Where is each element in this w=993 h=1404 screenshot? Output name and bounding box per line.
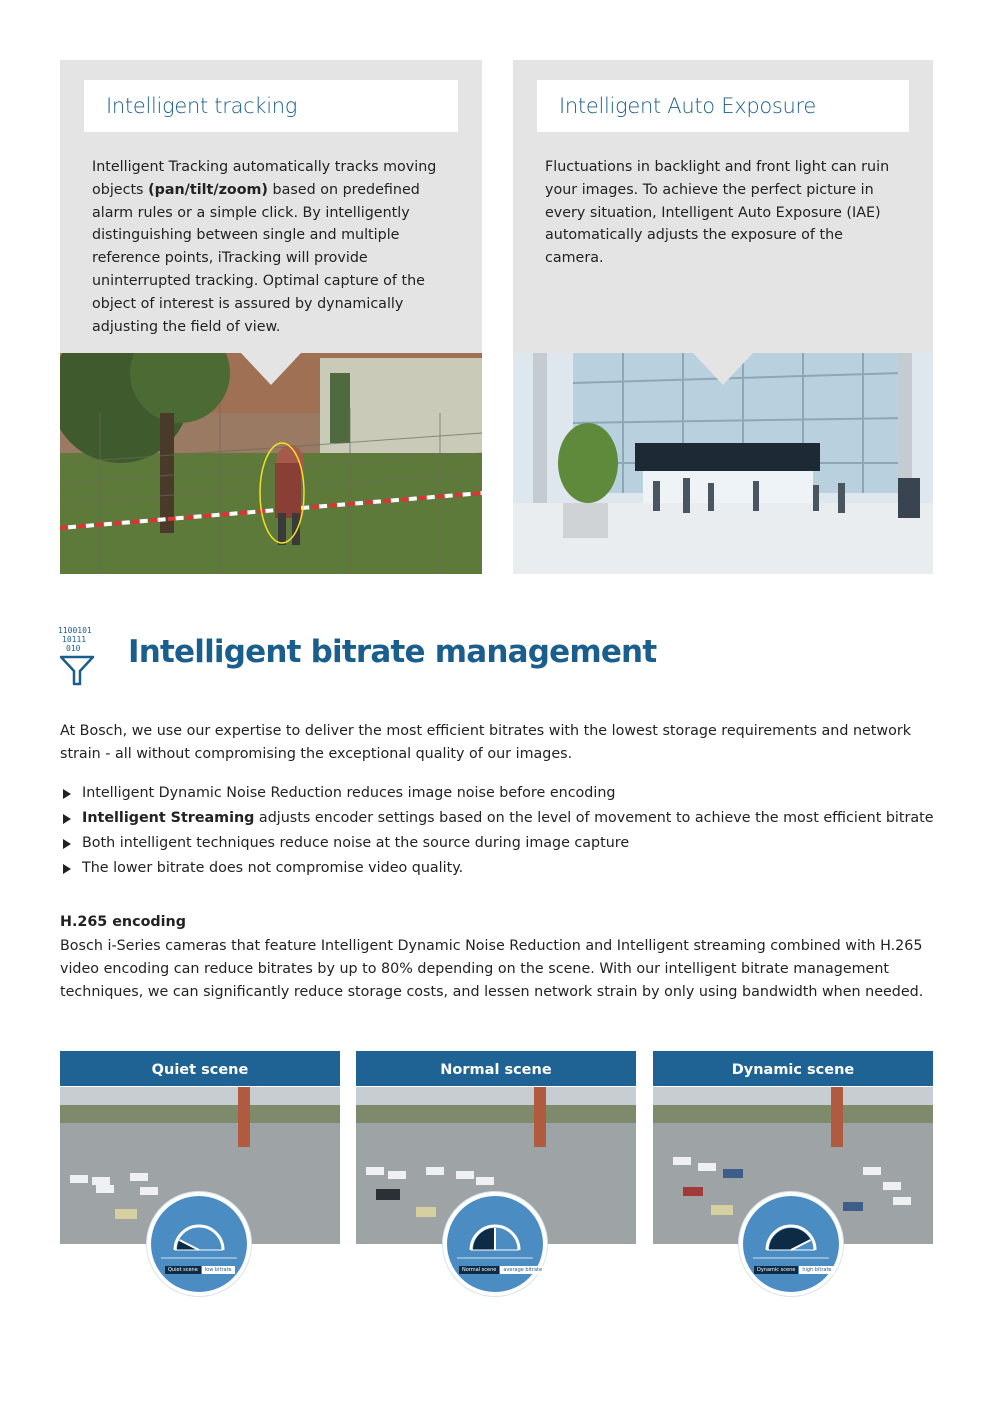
h265-heading: H.265 encoding [60,914,186,930]
bullet-triangle-icon [63,814,71,824]
scene-title: Normal scene [356,1051,636,1086]
intro-paragraph: At Bosch, we use our expertise to deliver the most efficient bitrates with the lowest storage requirements and network strain - all without compromising the exceptional quality of our images. [60,723,912,762]
list-item: The lower bitrate does not compromise video quality. [60,856,940,881]
list-item: Intelligent Streaming adjusts encoder settings based on the level of movement to achieve the most efficient bitrate [60,806,940,831]
gauge-dial-icon [151,1196,247,1292]
gauge-dial-icon [447,1196,543,1292]
bitrate-gauge-normal [443,1192,547,1296]
section-title: Intelligent bitrate management [128,634,657,670]
card-title: Intelligent Auto Exposure [559,94,817,118]
bullet-triangle-icon [63,789,71,799]
fence-photo-illustration [60,353,482,574]
card-intelligent-auto-exposure [513,60,933,574]
icon-digits-line: 1100101 [58,626,92,635]
card-title-box [537,80,909,132]
exposure-photo [513,353,933,574]
card-body: Fluctuations in backlight and front light can ruin your images. To achieve the perfect picture in every situation, Intelligent Auto Exposure (IAE) automatically adjusts the exposure of the camera. [545,159,890,267]
icon-digits-line: 010 [66,644,81,653]
gauge-label: Dynamic scene high bitrate [754,1266,835,1274]
gauge-label: Quiet scene low bitrate [165,1266,235,1274]
h265-paragraph: Bosch i-Series cameras that feature Intelligent Dynamic Noise Reduction and Intelligent streaming combined with H.265 video encoding can reduce bitrates by up to 80% depending on the scene. With our intelligent bitrate management techniques, we can significantly reduce storage costs, and lessen network strain by only using bandwidth when needed. [60,938,924,1000]
bitrate-gauge-quiet [147,1192,251,1296]
airport-photo-illustration [513,353,933,574]
bitrate-gauge-dynamic [739,1192,843,1296]
tracking-photo [60,353,482,574]
card-body: Intelligent Tracking automatically tracks moving objects (pan/tilt/zoom) based on predefined alarm rules or a simple click. By intelligently distinguishing between single and multiple reference points, iTracking will provide uninterrupted tracking. Optimal capture of the object of interest is assured by dynamically adjusting the field of view. [92,159,437,335]
card-intelligent-tracking [60,60,482,574]
feature-bullet-list [60,781,940,881]
scene-title: Quiet scene [60,1051,340,1086]
scene-title: Dynamic scene [653,1051,933,1086]
bullet-triangle-icon [63,839,71,849]
list-item: Both intelligent techniques reduce noise at the source during image capture [60,831,940,856]
gauge-dial-icon [743,1196,839,1292]
callout-notch [693,353,753,385]
callout-notch [241,353,301,385]
gauge-label: Normal scene average bitrate [459,1266,545,1274]
gauge-fill [473,1228,495,1250]
bullet-triangle-icon [63,864,71,874]
list-item: Intelligent Dynamic Noise Reduction reduces image noise before encoding [60,781,940,806]
card-title-box [84,80,458,132]
icon-digits-line: 10111 [62,635,87,644]
card-title: Intelligent tracking [106,94,298,118]
bitrate-funnel-icon [58,626,100,690]
